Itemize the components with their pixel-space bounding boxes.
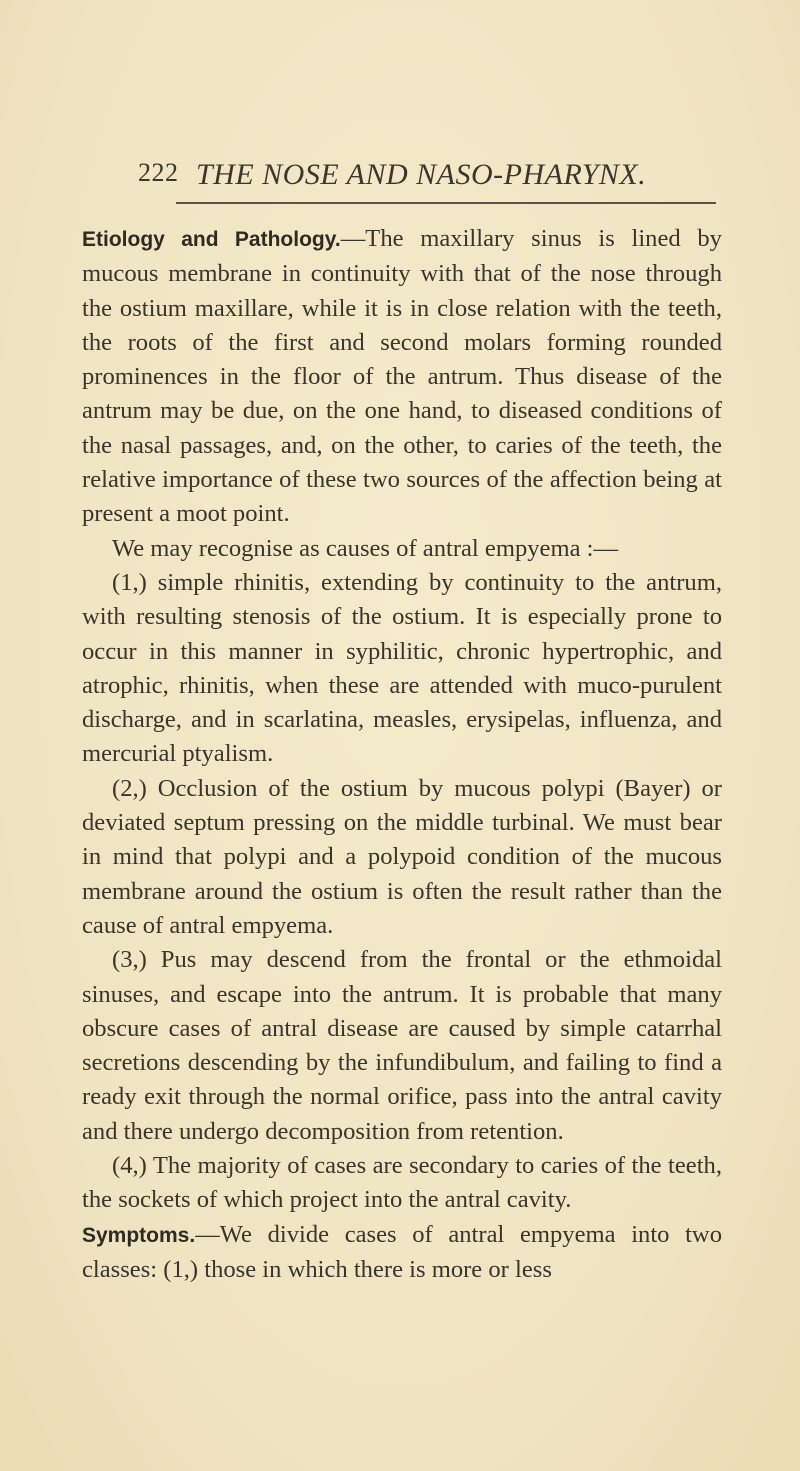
- paragraph-cause-1: [82, 566, 722, 772]
- paragraph-text: (3,) Pus may descend from the frontal or the ethmoidal sinuses, and escape into the antrum. It is probable that many obscure cases of antral disease are caused by simple catarrhal secretions descending by the infundibulum, and failing to find a ready exit through the normal orifice, pass into the antral cavity and there undergo decomposition from retention.: [82, 946, 722, 1145]
- paragraph-cause-4: [82, 1149, 722, 1218]
- paragraph-text: —The maxillary sinus is lined by mucous membrane in continuity with that of the nose through the ostium maxillare, while it is in close relation with the teeth, the roots of the first and second molars forming rounded prominences in the floor of the antrum. Thus disease of the antrum may be due, on the one hand, to diseased conditions of the nasal passages, and, on the other, to caries of the teeth, the relative importance of these two sources of the affection being at present a moot point.: [82, 225, 722, 528]
- paragraph-text: (2,) Occlusion of the ostium by mucous polypi (Bayer) or deviated septum pressing on the middle turbinal. We must bear in mind that polypi and a polypoid condition of the mucous membrane around the ostium is often the result rather than the cause of antral empyema.: [82, 774, 722, 939]
- section-heading-symptoms: Symptoms.: [82, 1223, 196, 1247]
- paragraph-symptoms: [82, 1218, 722, 1288]
- running-title: THE NOSE AND NASO-PHARYNX.: [196, 158, 647, 191]
- paragraph-etiology: [82, 222, 722, 532]
- section-heading-etiology: Etiology and Pathology.: [82, 228, 341, 251]
- page-number: 222: [138, 158, 179, 187]
- paragraph-text: (4,) The majority of cases are secondary to caries of the teeth, the sockets of which project into the antral cavity.: [82, 1152, 722, 1214]
- paragraph-text: —We divide cases of antral empyema into two classes: (1,) those in which there is more or less: [82, 1220, 722, 1283]
- header-rule: [176, 202, 716, 204]
- body-text: [82, 222, 722, 1287]
- paragraph-text: We may recognise as causes of antral empyema :—: [112, 534, 619, 562]
- paragraph-cause-2: [82, 772, 722, 943]
- paragraph-text: (1,) simple rhinitis, extending by continuity to the antrum, with resulting stenosis of the ostium. It is especially prone to occur in this manner in syphilitic, chronic hypertrophic, and atrophic, rhinitis, when these are attended with muco-purulent discharge, and in scarlatina, measles, erysipelas, influenza, and mercurial ptyalism.: [82, 568, 722, 768]
- paragraph-causes-intro: [82, 532, 722, 566]
- paragraph-cause-3: [82, 943, 722, 1149]
- running-head: [140, 158, 720, 198]
